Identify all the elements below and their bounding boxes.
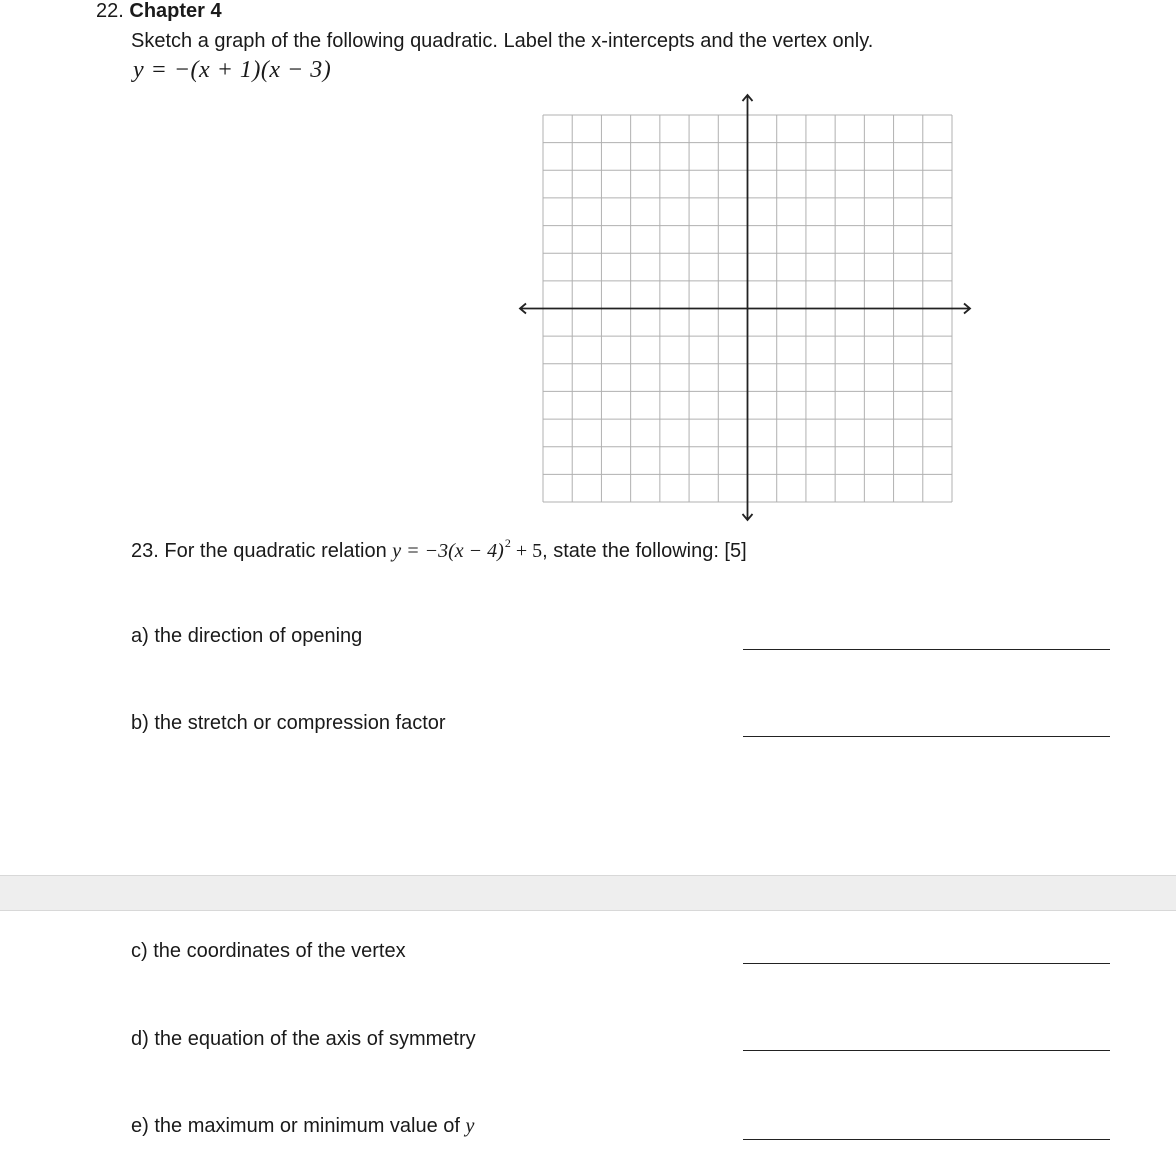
item-e-text: e) the maximum or minimum value of xyxy=(131,1115,466,1137)
q23-equation-suffix: + 5 xyxy=(510,540,543,562)
chapter-title: Chapter 4 xyxy=(129,0,222,22)
item-a-label: a) the direction of opening xyxy=(131,625,363,647)
page-break-divider xyxy=(0,875,1176,911)
answer-line-a[interactable] xyxy=(743,649,1110,650)
answer-line-b[interactable] xyxy=(743,736,1110,737)
question-22-instruction: Sketch a graph of the following quadratic. Label the x-intercepts and the vertex only. xyxy=(131,30,874,52)
question-number: 22. xyxy=(96,0,124,22)
q23-exponent: 2 xyxy=(504,536,511,550)
item-e-label xyxy=(131,1115,474,1138)
question-22-heading xyxy=(96,0,222,23)
q23-equation-base: y = −3(x − 4) xyxy=(392,540,504,562)
answer-line-e[interactable] xyxy=(743,1139,1110,1140)
q23-equation xyxy=(392,536,543,562)
question-23-prompt xyxy=(131,536,747,563)
answer-line-d[interactable] xyxy=(743,1050,1110,1051)
item-c-label: c) the coordinates of the vertex xyxy=(131,940,406,962)
q23-suffix: , state the following: [5] xyxy=(542,540,747,562)
coordinate-grid[interactable] xyxy=(515,90,985,525)
item-b-label: b) the stretch or compression factor xyxy=(131,712,446,734)
item-e-variable: y xyxy=(465,1115,475,1137)
question-22-equation: y = −(x + 1)(x − 3) xyxy=(133,57,332,83)
answer-line-c[interactable] xyxy=(743,963,1110,964)
q23-prefix: 23. For the quadratic relation xyxy=(131,540,393,562)
item-d-label: d) the equation of the axis of symmetry xyxy=(131,1028,476,1050)
